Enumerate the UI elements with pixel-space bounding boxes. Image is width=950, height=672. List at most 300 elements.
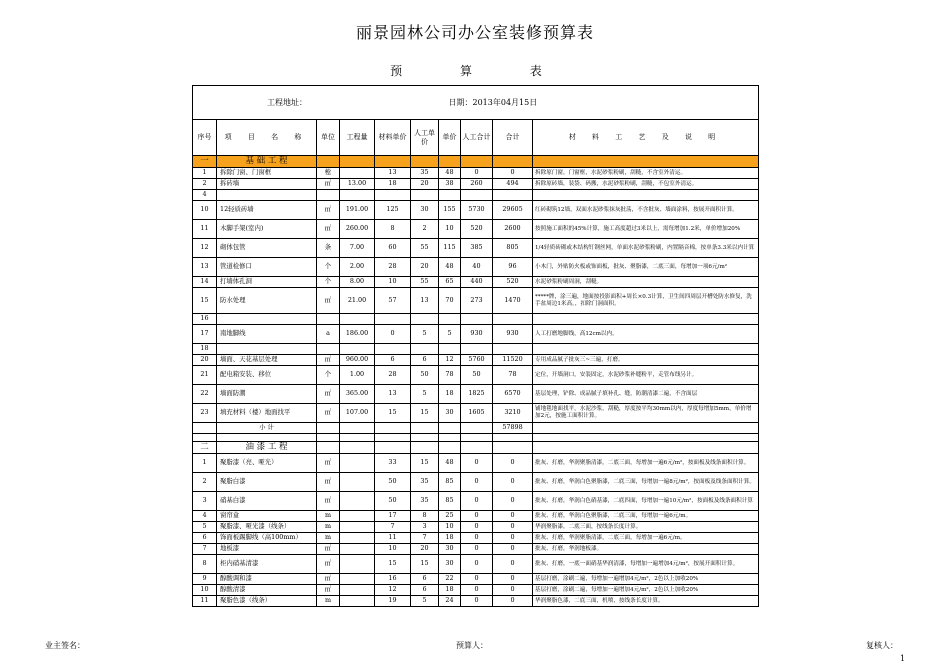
cell-quantity: 107.00: [340, 404, 375, 423]
cell-unit-price: 10: [439, 522, 461, 533]
cell-labor-price: [411, 314, 439, 325]
cell-labor-price: 5: [411, 325, 439, 344]
empty-cell: [439, 434, 461, 442]
table-row: [193, 314, 759, 325]
empty-cell: [461, 442, 493, 454]
cell-quantity: [340, 544, 375, 555]
cell-material-price: 16: [375, 574, 411, 585]
cell-labor-total: 0: [461, 544, 493, 555]
cell-total: 0: [493, 454, 533, 473]
cell-labor-price: 7: [411, 533, 439, 544]
cell-labor-total: 440: [461, 277, 493, 288]
cell-labor-price: 5: [411, 596, 439, 607]
cell-unit: [317, 190, 340, 201]
empty-cell: [193, 434, 217, 442]
cell-item-name: 打墙体孔洞: [217, 277, 317, 288]
cell-labor-price: 35: [411, 492, 439, 511]
table-row: [193, 596, 759, 607]
cell-row-no: 4: [193, 511, 217, 522]
cell-total: 805: [493, 239, 533, 258]
cell-description: 基层处理，铲除、成品腻子填补孔、缝，防潮清漆二遍，不含面层: [533, 385, 759, 404]
section-row-paint: [193, 442, 759, 454]
cell-labor-total: 260: [461, 179, 493, 190]
table-row: [193, 544, 759, 555]
cell-row-no: 13: [193, 258, 217, 277]
cell-description: 基层打磨，涂刷二遍，每增加一遍增加4元/m²，2色以上加收20%: [533, 585, 759, 596]
cell-material-price: 13: [375, 168, 411, 179]
cell-description: 1/4轻质砖砌或木结构钉钢丝网，单面水泥砂浆粉刷，内置隔音棉，按单条3.3米以内计算: [533, 239, 759, 258]
empty-cell: [533, 434, 759, 442]
cell-quantity: [340, 574, 375, 585]
cell-unit: ㎡: [317, 385, 340, 404]
empty-cell: [217, 434, 317, 442]
cell-total: 29605: [493, 201, 533, 220]
reviewer-label: 复核人：: [866, 641, 898, 650]
cell-description: *****牌，涂三遍，地面按投影面积+周长×0.3计算，卫生间四周层开槽处防水修复，洗手盆周边1米高。，扣除门洞面积。: [533, 288, 759, 314]
cell-row-no: 21: [193, 366, 217, 385]
cell-row-no: 10: [193, 585, 217, 596]
cell-material-price: [375, 344, 411, 355]
header-description: 材 料 工 艺 及 说 明: [533, 120, 759, 156]
cell-total: 2600: [493, 220, 533, 239]
cell-labor-price: [411, 423, 439, 434]
cell-material-price: 57: [375, 288, 411, 314]
cell-quantity: [340, 423, 375, 434]
cell-quantity: [340, 533, 375, 544]
cell-labor-price: 8: [411, 511, 439, 522]
document-subtitle: 预 算 表: [390, 64, 560, 78]
cell-row-no: 7: [193, 544, 217, 555]
cell-material-price: 18: [375, 179, 411, 190]
cell-unit: 个: [317, 366, 340, 385]
cell-row-no: 14: [193, 277, 217, 288]
cell-description: 水泥砂浆粉刷周洞，刮糙。: [533, 277, 759, 288]
cell-material-price: [375, 314, 411, 325]
cell-labor-total: 0: [461, 522, 493, 533]
cell-unit-price: 30: [439, 555, 461, 574]
cell-material-price: 60: [375, 239, 411, 258]
cell-quantity: [340, 473, 375, 492]
cell-quantity: 186.00: [340, 325, 375, 344]
cell-unit: ㎡: [317, 492, 340, 511]
cell-item-name: 聚脂漆（亮、哑光）: [217, 454, 317, 473]
cell-unit: 樘: [317, 168, 340, 179]
cell-unit-price: 78: [439, 366, 461, 385]
cell-item-name: 填充材料（楼）地面找平: [217, 404, 317, 423]
empty-cell: [411, 442, 439, 454]
cell-unit: ㎡: [317, 220, 340, 239]
cell-total: 0: [493, 511, 533, 522]
cell-material-price: 13: [375, 385, 411, 404]
cell-description: 华润聚脂色漆，二底三面，机喷，按线条长度计算。: [533, 596, 759, 607]
cell-row-no: 16: [193, 314, 217, 325]
cell-description: 批灰、打磨，华润白色聚脂漆，二底三面，每增加一遍8元/m²，按面板及线条面积计算。: [533, 473, 759, 492]
cell-total: 57898: [493, 423, 533, 434]
empty-cell: [317, 442, 340, 454]
cell-labor-total: 0: [461, 533, 493, 544]
cell-total: 96: [493, 258, 533, 277]
cell-labor-price: [411, 344, 439, 355]
cell-labor-price: 20: [411, 258, 439, 277]
cell-unit: m: [317, 511, 340, 522]
table-row: [193, 168, 759, 179]
table-row: [193, 385, 759, 404]
header-labor-total: 人工合计: [461, 120, 493, 156]
cell-labor-price: 15: [411, 404, 439, 423]
cell-description: 批灰、打磨，华润白色硝基漆，二底四面，每增加一遍10元/m²，按面板及线条面积计算: [533, 492, 759, 511]
table-row: [193, 555, 759, 574]
cell-unit-price: 155: [439, 201, 461, 220]
cell-unit-price: [439, 314, 461, 325]
cell-unit: 个: [317, 277, 340, 288]
cell-labor-price: 30: [411, 201, 439, 220]
table-row: [193, 454, 759, 473]
cell-unit-price: 22: [439, 574, 461, 585]
empty-cell: [411, 434, 439, 442]
cell-description: 批灰、打磨，华润聚脂清漆，二底三面，每增加一遍6元/m。: [533, 533, 759, 544]
document-title: 丽景园林公司办公室装修预算表: [355, 23, 594, 42]
cell-unit: ㎡: [317, 544, 340, 555]
cell-labor-total: [461, 314, 493, 325]
budget-table: [192, 85, 759, 607]
cell-total: 6570: [493, 385, 533, 404]
cell-total: 0: [493, 574, 533, 585]
cell-quantity: 1.00: [340, 366, 375, 385]
cell-row-no: 6: [193, 533, 217, 544]
table-row: [193, 344, 759, 355]
cell-item-name: 南地脚线: [217, 325, 317, 344]
cell-row-no: 2: [193, 179, 217, 190]
cell-row-no: [193, 423, 217, 434]
cell-quantity: 960.00: [340, 355, 375, 366]
cell-unit: ㎡: [317, 555, 340, 574]
header-total: 合计: [493, 120, 533, 156]
empty-cell: [533, 442, 759, 454]
cell-row-no: 18: [193, 344, 217, 355]
cell-unit-price: [439, 423, 461, 434]
cell-unit-price: 30: [439, 404, 461, 423]
cell-unit: m: [317, 596, 340, 607]
cell-labor-price: 2: [411, 220, 439, 239]
cell-item-name: 聚脂色漆（线条）: [217, 596, 317, 607]
cell-labor-total: 0: [461, 574, 493, 585]
section-title: 油 漆 工 程: [217, 442, 317, 454]
cell-labor-total: 5760: [461, 355, 493, 366]
cell-total: 0: [493, 168, 533, 179]
cell-labor-total: 1825: [461, 385, 493, 404]
cell-item-name: 防水处理: [217, 288, 317, 314]
cell-total: [493, 344, 533, 355]
cell-row-no: 1: [193, 454, 217, 473]
cell-unit-price: 10: [439, 220, 461, 239]
cell-item-name: 拆砖墙: [217, 179, 317, 190]
cell-unit-price: [439, 344, 461, 355]
table-row: [193, 190, 759, 201]
cell-item-name: [217, 314, 317, 325]
cell-quantity: [340, 314, 375, 325]
cell-unit-price: 85: [439, 473, 461, 492]
cell-unit-price: 18: [439, 533, 461, 544]
table-row: [193, 277, 759, 288]
empty-cell: [340, 442, 375, 454]
table-row: [193, 201, 759, 220]
cell-labor-price: 35: [411, 473, 439, 492]
cell-quantity: [340, 190, 375, 201]
cell-material-price: 11: [375, 533, 411, 544]
cell-description: 批灰、打磨，华润聚脂清漆，二底三面，每增加一遍6元/m²，按面板及线条面积计算。: [533, 454, 759, 473]
cell-labor-total: 0: [461, 511, 493, 522]
cell-unit-price: 18: [439, 585, 461, 596]
cell-item-name: 12轻质砖墙: [217, 201, 317, 220]
table-row: [193, 404, 759, 423]
cell-material-price: 15: [375, 555, 411, 574]
cell-row-no: 4: [193, 190, 217, 201]
cell-total: 78: [493, 366, 533, 385]
empty-cell: [461, 434, 493, 442]
owner-signature-label: 业主签名：: [45, 641, 85, 650]
cell-description: [533, 423, 759, 434]
cell-total: 520: [493, 277, 533, 288]
cell-row-no: 17: [193, 325, 217, 344]
cell-total: 0: [493, 522, 533, 533]
cell-labor-total: [461, 423, 493, 434]
cell-item-name: 墙面、天花基层处理: [217, 355, 317, 366]
cell-labor-total: 5730: [461, 201, 493, 220]
cell-description: 人工打磨地脚线，高12cm以内。: [533, 325, 759, 344]
cell-row-no: 11: [193, 220, 217, 239]
empty-cell: [493, 434, 533, 442]
cell-unit: [317, 423, 340, 434]
cell-unit-price: 24: [439, 596, 461, 607]
cell-description: 拆除原砖墙，装袋、码搬，水泥砂浆粉刷，刮糙，不包室外清运。: [533, 179, 759, 190]
cell-labor-price: 20: [411, 179, 439, 190]
cell-labor-price: 6: [411, 585, 439, 596]
cell-labor-total: 0: [461, 168, 493, 179]
cell-quantity: 7.00: [340, 239, 375, 258]
cell-material-price: 33: [375, 454, 411, 473]
cell-total: 930: [493, 325, 533, 344]
cell-description: 按照施工面积的45%计算，施工高度超过3米以上，需每增加1.2米，单价增加20%: [533, 220, 759, 239]
section-number: 二: [193, 442, 217, 454]
cell-item-name: 聚脂白漆: [217, 473, 317, 492]
cell-labor-price: 50: [411, 366, 439, 385]
table-row: [193, 288, 759, 314]
table-row: [193, 258, 759, 277]
page-number: 1: [900, 654, 906, 663]
table-row: [193, 574, 759, 585]
cell-total: 0: [493, 492, 533, 511]
cell-unit-price: 70: [439, 288, 461, 314]
cell-description: 铺地毯地面找平，水泥沙浆，刮糙，厚度按平均30mm以内，厚度每增加5mm，单价增加2元，按施工面积计算。: [533, 404, 759, 423]
cell-material-price: 50: [375, 473, 411, 492]
cell-quantity: [340, 344, 375, 355]
cell-item-name: 配电箱安装、移位: [217, 366, 317, 385]
cell-description: 定位，开墙洞口，安装固定，水泥砂浆补缝粉平，走管布线另计。: [533, 366, 759, 385]
cell-labor-price: 3: [411, 522, 439, 533]
cell-labor-total: 520: [461, 220, 493, 239]
cell-item-name: 小 计: [217, 423, 317, 434]
cell-unit-price: 115: [439, 239, 461, 258]
header-unit-price: 单价: [439, 120, 461, 156]
cell-item-name: 醇酸调和漆: [217, 574, 317, 585]
cell-quantity: [340, 585, 375, 596]
table-row: [193, 179, 759, 190]
cell-labor-total: 930: [461, 325, 493, 344]
cell-item-name: [217, 344, 317, 355]
cell-quantity: 13.00: [340, 179, 375, 190]
empty-cell: [439, 442, 461, 454]
cell-item-name: 聚脂漆、哑光漆（线条）: [217, 522, 317, 533]
header-name: 项 目 名 称: [217, 120, 317, 156]
table-row: [193, 239, 759, 258]
cell-material-price: 6: [375, 355, 411, 366]
table-row: [193, 220, 759, 239]
cell-item-name: 砌体包管: [217, 239, 317, 258]
cell-quantity: [340, 596, 375, 607]
cell-quantity: [340, 168, 375, 179]
cell-labor-price: [411, 190, 439, 201]
cell-unit: ㎡: [317, 288, 340, 314]
cell-unit: ㎡: [317, 201, 340, 220]
cell-row-no: 12: [193, 239, 217, 258]
cell-labor-total: 0: [461, 585, 493, 596]
cell-unit-price: 5: [439, 325, 461, 344]
cell-row-no: 22: [193, 385, 217, 404]
cell-quantity: [340, 555, 375, 574]
cell-item-name: 木脚手架(室内): [217, 220, 317, 239]
cell-labor-price: 20: [411, 544, 439, 555]
cell-labor-price: 6: [411, 355, 439, 366]
cell-description: 批灰、打磨，华润白色聚脂漆，二底三面，每增加一遍6元/m。: [533, 511, 759, 522]
section-number: 一: [193, 156, 217, 168]
cell-item-name: 管道检修口: [217, 258, 317, 277]
cell-unit: ㎡: [317, 355, 340, 366]
table-row: [193, 522, 759, 533]
cell-labor-price: 5: [411, 385, 439, 404]
section-row-basic: [193, 156, 759, 168]
cell-unit: ㎡: [317, 585, 340, 596]
cell-material-price: 15: [375, 404, 411, 423]
cell-quantity: [340, 454, 375, 473]
cell-total: 0: [493, 555, 533, 574]
cell-row-no: 15: [193, 288, 217, 314]
cell-total: 0: [493, 544, 533, 555]
table-row: [193, 366, 759, 385]
cell-material-price: 8: [375, 220, 411, 239]
table-row: [193, 473, 759, 492]
cell-total: [493, 314, 533, 325]
table-row: [193, 492, 759, 511]
cell-material-price: [375, 423, 411, 434]
cell-unit-price: 25: [439, 511, 461, 522]
cell-row-no: 5: [193, 522, 217, 533]
cell-unit: ㎡: [317, 404, 340, 423]
cell-unit-price: 12: [439, 355, 461, 366]
header-no: 序号: [193, 120, 217, 156]
cell-unit-price: 48: [439, 168, 461, 179]
cell-total: 11520: [493, 355, 533, 366]
cell-unit: 个: [317, 258, 340, 277]
empty-cell: [317, 434, 340, 442]
cell-material-price: 0: [375, 325, 411, 344]
cell-unit: m: [317, 533, 340, 544]
cell-quantity: [340, 522, 375, 533]
header-material-price: 材料单价: [375, 120, 411, 156]
cell-row-no: 23: [193, 404, 217, 423]
cell-labor-price: 15: [411, 454, 439, 473]
cell-row-no: 20: [193, 355, 217, 366]
cell-item-name: 饰面板踢脚线（高100mm）: [217, 533, 317, 544]
cell-unit-price: 85: [439, 492, 461, 511]
cell-description: 红砖砌筑12墙，双面水泥砂浆抹灰批荡，不含批灰、墙面涂料，按展开面积计算。: [533, 201, 759, 220]
cell-labor-price: 55: [411, 239, 439, 258]
table-row: [193, 325, 759, 344]
date-label: 日期：2013年04月15日: [439, 86, 759, 120]
cell-quantity: [340, 492, 375, 511]
cell-row-no: 2: [193, 473, 217, 492]
cell-unit-price: 38: [439, 179, 461, 190]
cell-row-no: 11: [193, 596, 217, 607]
cell-labor-price: 6: [411, 574, 439, 585]
cell-labor-total: 385: [461, 239, 493, 258]
cell-unit: ㎡: [317, 454, 340, 473]
cell-unit: ㎡: [317, 179, 340, 190]
table-row: [193, 355, 759, 366]
cell-quantity: [340, 511, 375, 522]
cell-labor-price: 55: [411, 277, 439, 288]
cell-labor-price: 15: [411, 555, 439, 574]
cell-item-name: 窗帘盒: [217, 511, 317, 522]
cell-unit-price: 65: [439, 277, 461, 288]
cell-material-price: 12: [375, 585, 411, 596]
empty-cell: [493, 442, 533, 454]
empty-cell: [340, 434, 375, 442]
cell-description: 专用成品腻子批灰三~三遍，打磨。: [533, 355, 759, 366]
cell-item-name: 墙面防潮: [217, 385, 317, 404]
cell-total: [493, 190, 533, 201]
cell-material-price: 50: [375, 492, 411, 511]
cell-item-name: 硝基白漆: [217, 492, 317, 511]
cell-material-price: 28: [375, 258, 411, 277]
cell-unit-price: 18: [439, 385, 461, 404]
cell-labor-total: 0: [461, 555, 493, 574]
cell-total: 0: [493, 585, 533, 596]
cell-unit: ㎡: [317, 574, 340, 585]
table-row: [193, 533, 759, 544]
cell-description: 基层打磨，涂刷二遍，每增加一遍增加4元/m²，2色以上加收20%: [533, 574, 759, 585]
cell-total: 1470: [493, 288, 533, 314]
cell-unit: ㎡: [317, 473, 340, 492]
cell-quantity: 191.00: [340, 201, 375, 220]
header-quantity: 工程量: [340, 120, 375, 156]
cell-description: 华润聚脂漆，二底三面，按线条长度计算。: [533, 522, 759, 533]
cell-total: 0: [493, 533, 533, 544]
address-row: [193, 86, 759, 120]
cell-row-no: 10: [193, 201, 217, 220]
cell-unit-price: 30: [439, 544, 461, 555]
cell-total: 494: [493, 179, 533, 190]
cell-unit: m: [317, 522, 340, 533]
cell-unit-price: [439, 190, 461, 201]
cell-material-price: [375, 190, 411, 201]
cell-unit: [317, 344, 340, 355]
cell-item-name: [217, 190, 317, 201]
cell-row-no: 8: [193, 555, 217, 574]
cell-quantity: 8.00: [340, 277, 375, 288]
subtotal-row: [193, 423, 759, 434]
cell-labor-total: [461, 190, 493, 201]
cell-labor-total: 273: [461, 288, 493, 314]
